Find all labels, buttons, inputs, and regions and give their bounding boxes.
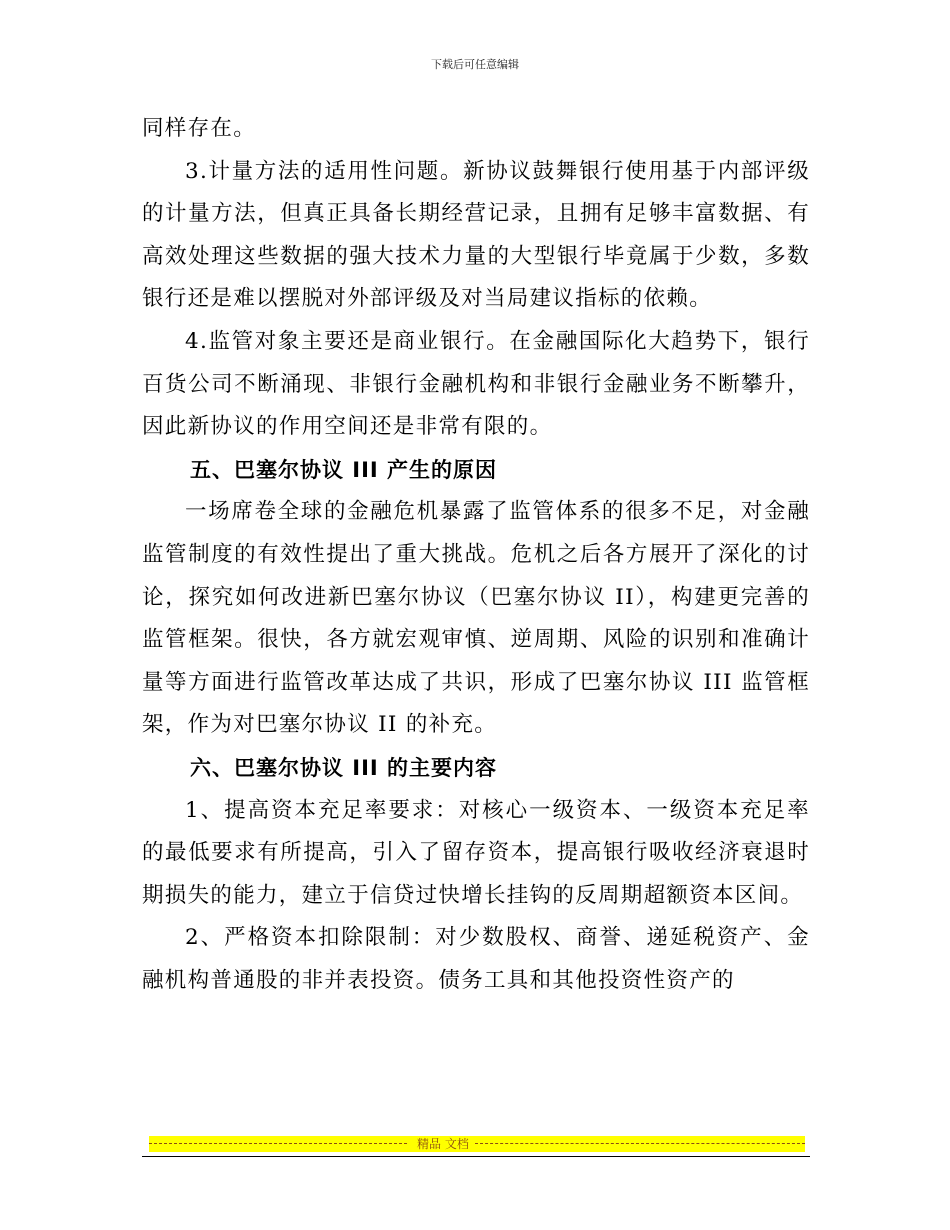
header-note: 下载后可任意编辑 <box>431 58 519 71</box>
page-footer <box>142 1136 810 1157</box>
footer-label: 精品 文档 <box>417 1137 469 1151</box>
paragraph-point-3: 3.计量方法的适用性问题。新协议鼓舞银行使用基于内部评级的计量方法，但真正具备长期经营记录，且拥有足够丰富数据、有高效处理这些数据的强大技术力量的大型银行毕竟属于少数，多数银行还是难以摆脱对外部评级及对当局建议指标的依赖。 <box>142 158 810 312</box>
footer-dash-left <box>149 1143 407 1144</box>
footer-highlight-band <box>149 1136 805 1152</box>
paragraph-continuation: 同样存在。 <box>142 116 257 141</box>
section-heading-5: 五、巴塞尔协议 III 产生的原因 <box>190 457 498 482</box>
footer-rule <box>142 1156 810 1157</box>
section-heading-6: 六、巴塞尔协议 III 的主要内容 <box>190 755 498 780</box>
paragraph-point-4: 4.监管对象主要还是商业银行。在金融国际化大趋势下，银行百货公司不断涌现、非银行金融机构和非银行金融业务不断攀升，因此新协议的作用空间还是非常有限的。 <box>142 328 810 440</box>
paragraph-capital-adequacy: 1、提高资本充足率要求：对核心一级资本、一级资本充足率的最低要求有所提高，引入了留存资本，提高银行吸收经济衰退时期损失的能力，建立于信贷过快增长挂钩的反周期超额资本区间。 <box>142 797 810 908</box>
paragraph-capital-deduction: 2、严格资本扣除限制：对少数股权、商誉、递延税资产、金融机构普通股的非并表投资。债务工具和其他投资性资产的 <box>142 925 810 993</box>
document-body <box>142 108 810 1002</box>
footer-dash-right <box>475 1143 805 1144</box>
paragraph-basel-iii-origin: 一场席卷全球的金融危机暴露了监管体系的很多不足，对金融监管制度的有效性提出了重大挑战。危机之后各方展开了深化的讨论，探究如何改进新巴塞尔协议（巴塞尔协议 II），构建更完善的监管框架。很快，各方就宏观审慎、逆周期、风险的识别和准确计量等方面进行监管改革达成了共识，形成了巴塞尔协议 III 监管框架，作为对巴塞尔协议 II 的补充。 <box>142 499 810 738</box>
